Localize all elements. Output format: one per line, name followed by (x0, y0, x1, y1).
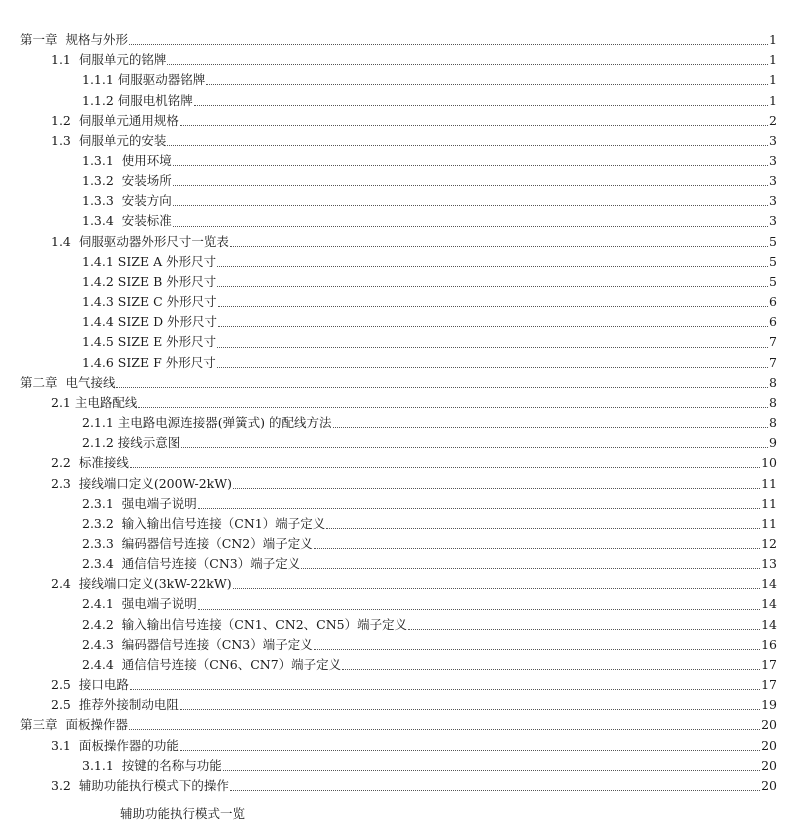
toc-section-entry[interactable] (0, 393, 800, 413)
toc-section-entry[interactable] (0, 473, 800, 493)
toc-entry-title: 伺服单元通用规格 (78, 112, 179, 128)
toc-entry-number: 1.4.5 (82, 334, 118, 350)
dot-leader (206, 83, 768, 85)
toc-subsection-entry[interactable] (0, 433, 800, 453)
toc-entry-page-number: 2 (769, 112, 777, 128)
toc-subsection-entry[interactable] (0, 151, 800, 171)
toc-entry-title: 标准接线 (78, 455, 129, 471)
toc-section-entry[interactable] (0, 111, 800, 131)
toc-entry-title: 规格与外形 (65, 32, 128, 48)
toc-entry-title: 通信信号连接（CN6、CN7）端子定义 (121, 656, 342, 672)
toc-entry-page-number: 14 (761, 616, 777, 632)
dot-leader (198, 608, 760, 610)
dot-leader (130, 688, 760, 690)
toc-subsection-entry[interactable] (0, 332, 800, 352)
toc-section-entry[interactable] (0, 131, 800, 151)
toc-entry-title: 按键的名称与功能 (121, 757, 222, 773)
toc-entry-title: 面板操作器 (65, 717, 128, 733)
toc-entry-page-number: 19 (761, 697, 777, 713)
toc-entry-number: 2.5 (51, 697, 79, 713)
toc-entry-title: 辅助功能执行模式下的操作 (78, 777, 229, 793)
toc-entry-number: 1.3.4 (82, 213, 122, 229)
toc-entry-number: 第三章 (20, 717, 66, 733)
toc-entry-page-number: 11 (761, 495, 777, 511)
dot-leader (233, 587, 760, 589)
toc-entry-page-number: 16 (761, 636, 777, 652)
toc-entry-number: 3.2 (51, 777, 79, 793)
toc-chapter-entry[interactable] (0, 373, 800, 393)
toc-entry-title: 编码器信号连接（CN3）端子定义 (121, 636, 313, 652)
toc-entry-page-number: 20 (761, 757, 777, 773)
toc-entry-number: 1.1.2 (82, 92, 118, 108)
toc-entry-number: 1.3 (51, 132, 79, 148)
table-of-contents (0, 30, 800, 821)
toc-entry-number: 2.3.2 (82, 515, 122, 531)
dot-leader (173, 164, 768, 166)
toc-entry-title: 推荐外接制动电阻 (78, 697, 179, 713)
toc-subsection-entry[interactable] (0, 90, 800, 110)
toc-entry-page-number: 8 (769, 415, 777, 431)
dot-leader (217, 265, 768, 267)
toc-section-entry[interactable] (0, 675, 800, 695)
toc-entry-page-number: 1 (769, 52, 777, 68)
toc-entry-title: SIZE C 外形尺寸 (117, 294, 217, 310)
toc-section-entry[interactable] (0, 776, 800, 796)
toc-entry-number: 1.3.2 (82, 173, 122, 189)
toc-entry-page-number: 11 (761, 515, 777, 531)
toc-entry-number: 1.3.3 (82, 193, 122, 209)
toc-subsection-entry[interactable] (0, 413, 800, 433)
toc-entry-number: 1.1.1 (82, 72, 118, 88)
dot-leader (408, 628, 760, 630)
dot-leader (217, 346, 768, 348)
dot-leader (198, 507, 760, 509)
dot-leader (173, 184, 768, 186)
toc-entry-title: 输入输出信号连接（CN1、CN2、CN5）端子定义 (121, 616, 408, 632)
toc-section-entry[interactable] (0, 50, 800, 70)
toc-entry-number: 2.4 (51, 576, 79, 592)
dot-leader (180, 708, 760, 710)
toc-entry-number: 1.4.4 (82, 314, 118, 330)
toc-entry-page-number: 11 (761, 475, 777, 491)
toc-entry-title: SIZE E 外形尺寸 (117, 334, 217, 350)
toc-subsection-entry-cut-off[interactable] (0, 796, 800, 821)
toc-entry-number: 2.1.1 (82, 415, 118, 431)
toc-entry-page-number: 5 (769, 253, 777, 269)
toc-entry-title: 伺服单元的铭牌 (78, 52, 167, 68)
dot-leader (314, 648, 760, 650)
toc-entry-number: 2.4.4 (82, 656, 122, 672)
toc-entry-page-number: 6 (769, 314, 777, 330)
toc-entry-title: SIZE D 外形尺寸 (117, 314, 218, 330)
toc-entry-page-number: 1 (769, 72, 777, 88)
toc-entry-title: 安装标准 (121, 213, 172, 229)
dot-leader (217, 366, 768, 368)
toc-entry-page-number: 3 (769, 193, 777, 209)
toc-subsection-entry[interactable] (0, 292, 800, 312)
toc-entry-title: 通信信号连接（CN3）端子定义 (121, 556, 301, 572)
toc-subsection-entry[interactable] (0, 494, 800, 514)
toc-entry-page-number: 12 (761, 535, 777, 551)
toc-entry-title: 编码器信号连接（CN2）端子定义 (121, 535, 313, 551)
toc-entry-number: 1.4.6 (82, 354, 118, 370)
dot-leader (116, 386, 768, 388)
toc-subsection-entry[interactable] (0, 171, 800, 191)
toc-entry-title: SIZE A 外形尺寸 (117, 253, 217, 269)
toc-entry-page-number: 20 (761, 737, 777, 753)
toc-subsection-entry[interactable] (0, 615, 800, 635)
toc-entry-number: 2.3.1 (82, 495, 122, 511)
toc-entry-number: 1.4 (51, 233, 79, 249)
toc-entry-title: 主电路电源连接器(弹簧式) 的配线方法 (117, 415, 332, 431)
toc-entry-number: 2.4.2 (82, 616, 122, 632)
toc-entry-page-number: 5 (769, 273, 777, 289)
toc-section-entry[interactable] (0, 574, 800, 594)
toc-entry-title: 输入输出信号连接（CN1）端子定义 (121, 515, 326, 531)
dot-leader (218, 325, 768, 327)
toc-subsection-entry[interactable] (0, 554, 800, 574)
toc-entry-title: 面板操作器的功能 (78, 737, 179, 753)
toc-entry-page-number: 6 (769, 294, 777, 310)
toc-entry-number: 3.1.1 (82, 757, 122, 773)
dot-leader (230, 245, 768, 247)
toc-entry-number: 1.4.1 (82, 253, 118, 269)
toc-entry-page-number: 3 (769, 153, 777, 169)
toc-entry-title: 安装场所 (121, 173, 172, 189)
toc-chapter-entry[interactable] (0, 30, 800, 50)
toc-entry-number: 2.3.3 (82, 535, 122, 551)
toc-entry-title: SIZE F 外形尺寸 (117, 354, 216, 370)
dot-leader (180, 124, 768, 126)
toc-subsection-entry[interactable] (0, 594, 800, 614)
toc-entry-page-number: 3 (769, 173, 777, 189)
dot-leader (194, 104, 768, 106)
toc-entry-title: 强电端子说明 (121, 596, 197, 612)
dot-leader (138, 406, 768, 408)
toc-entry-page-number: 7 (769, 334, 777, 350)
toc-subsection-entry[interactable] (0, 191, 800, 211)
toc-entry-title: 伺服单元的安装 (78, 132, 167, 148)
toc-entry-title: 辅助功能执行模式一览 (120, 805, 246, 821)
toc-entry-page-number: 1 (769, 92, 777, 108)
dot-leader (230, 789, 760, 791)
dot-leader (217, 285, 768, 287)
toc-entry-page-number: 3 (769, 132, 777, 148)
toc-entry-title: 接口电路 (78, 677, 129, 693)
toc-entry-page-number: 13 (761, 556, 777, 572)
toc-entry-number: 2.4.1 (82, 596, 122, 612)
toc-entry-title: 主电路配线 (74, 394, 138, 410)
dot-leader (326, 527, 760, 529)
toc-subsection-entry[interactable] (0, 312, 800, 332)
dot-leader (167, 144, 768, 146)
toc-entry-number: 1.3.1 (82, 153, 122, 169)
toc-chapter-entry[interactable] (0, 715, 800, 735)
toc-entry-number: 3.1 (51, 737, 79, 753)
toc-subsection-entry[interactable] (0, 756, 800, 776)
toc-subsection-entry[interactable] (0, 272, 800, 292)
toc-entry-title: SIZE B 外形尺寸 (117, 273, 217, 289)
dot-leader (233, 487, 760, 489)
toc-entry-page-number: 5 (769, 233, 777, 249)
dot-leader (314, 547, 760, 549)
toc-entry-number: 1.4.3 (82, 294, 118, 310)
toc-entry-page-number: 8 (769, 374, 777, 390)
toc-entry-number: 2.5 (51, 677, 79, 693)
toc-entry-number: 1.2 (51, 112, 79, 128)
dot-leader (218, 305, 768, 307)
toc-entry-title: 强电端子说明 (121, 495, 197, 511)
toc-entry-title: 伺服驱动器铭牌 (117, 72, 206, 88)
dot-leader (333, 426, 768, 428)
toc-subsection-entry[interactable] (0, 514, 800, 534)
toc-subsection-entry[interactable] (0, 534, 800, 554)
toc-subsection-entry[interactable] (0, 655, 800, 675)
toc-entry-number: 2.1.2 (82, 435, 118, 451)
toc-entry-page-number: 3 (769, 213, 777, 229)
toc-entry-page-number: 14 (761, 576, 777, 592)
toc-entry-title: 使用环境 (121, 153, 172, 169)
dot-leader (173, 225, 768, 227)
toc-entry-number: 2.1 (51, 394, 75, 410)
toc-entry-title: 电气接线 (65, 374, 116, 390)
toc-subsection-entry[interactable] (0, 70, 800, 90)
toc-entry-page-number: 8 (769, 394, 777, 410)
toc-subsection-entry[interactable] (0, 211, 800, 231)
toc-entry-number: 2.3.4 (82, 556, 122, 572)
toc-entry-number: 2.3 (51, 475, 79, 491)
toc-entry-title: 伺服驱动器外形尺寸一览表 (78, 233, 229, 249)
toc-entry-page-number: 17 (761, 656, 777, 672)
dot-leader (181, 446, 768, 448)
toc-entry-page-number: 20 (761, 717, 777, 733)
toc-entry-title: 安装方向 (121, 193, 172, 209)
toc-entry-page-number: 10 (761, 455, 777, 471)
toc-section-entry[interactable] (0, 695, 800, 715)
toc-entry-number: 2.4.3 (82, 636, 122, 652)
toc-subsection-entry[interactable] (0, 353, 800, 373)
dot-leader (129, 728, 760, 730)
toc-entry-page-number: 14 (761, 596, 777, 612)
toc-entry-page-number: 9 (769, 435, 777, 451)
toc-entry-title: 接线端口定义(200W-2kW) (78, 475, 232, 491)
toc-entry-number: 第二章 (20, 374, 66, 390)
toc-entry-number: 1.1 (51, 52, 79, 68)
dot-leader (130, 466, 760, 468)
toc-subsection-entry[interactable] (0, 635, 800, 655)
dot-leader (173, 204, 768, 206)
toc-entry-number: 2.2 (51, 455, 79, 471)
toc-entry-title: 伺服电机铭牌 (117, 92, 193, 108)
toc-subsection-entry[interactable] (0, 252, 800, 272)
toc-entry-page-number: 20 (761, 777, 777, 793)
dot-leader (180, 749, 760, 751)
toc-entry-number: 1.4.2 (82, 273, 118, 289)
dot-leader (167, 63, 768, 65)
toc-entry-page-number: 17 (761, 677, 777, 693)
toc-section-entry[interactable] (0, 453, 800, 473)
dot-leader (301, 567, 760, 569)
toc-entry-page-number: 1 (769, 32, 777, 48)
toc-entry-title: 接线端口定义(3kW-22kW) (78, 576, 232, 592)
toc-section-entry[interactable] (0, 232, 800, 252)
toc-entry-page-number: 7 (769, 354, 777, 370)
dot-leader (129, 43, 768, 45)
dot-leader (223, 769, 760, 771)
toc-entry-number: 第一章 (20, 32, 66, 48)
toc-entry-title: 接线示意图 (117, 435, 181, 451)
dot-leader (342, 668, 760, 670)
toc-section-entry[interactable] (0, 735, 800, 755)
